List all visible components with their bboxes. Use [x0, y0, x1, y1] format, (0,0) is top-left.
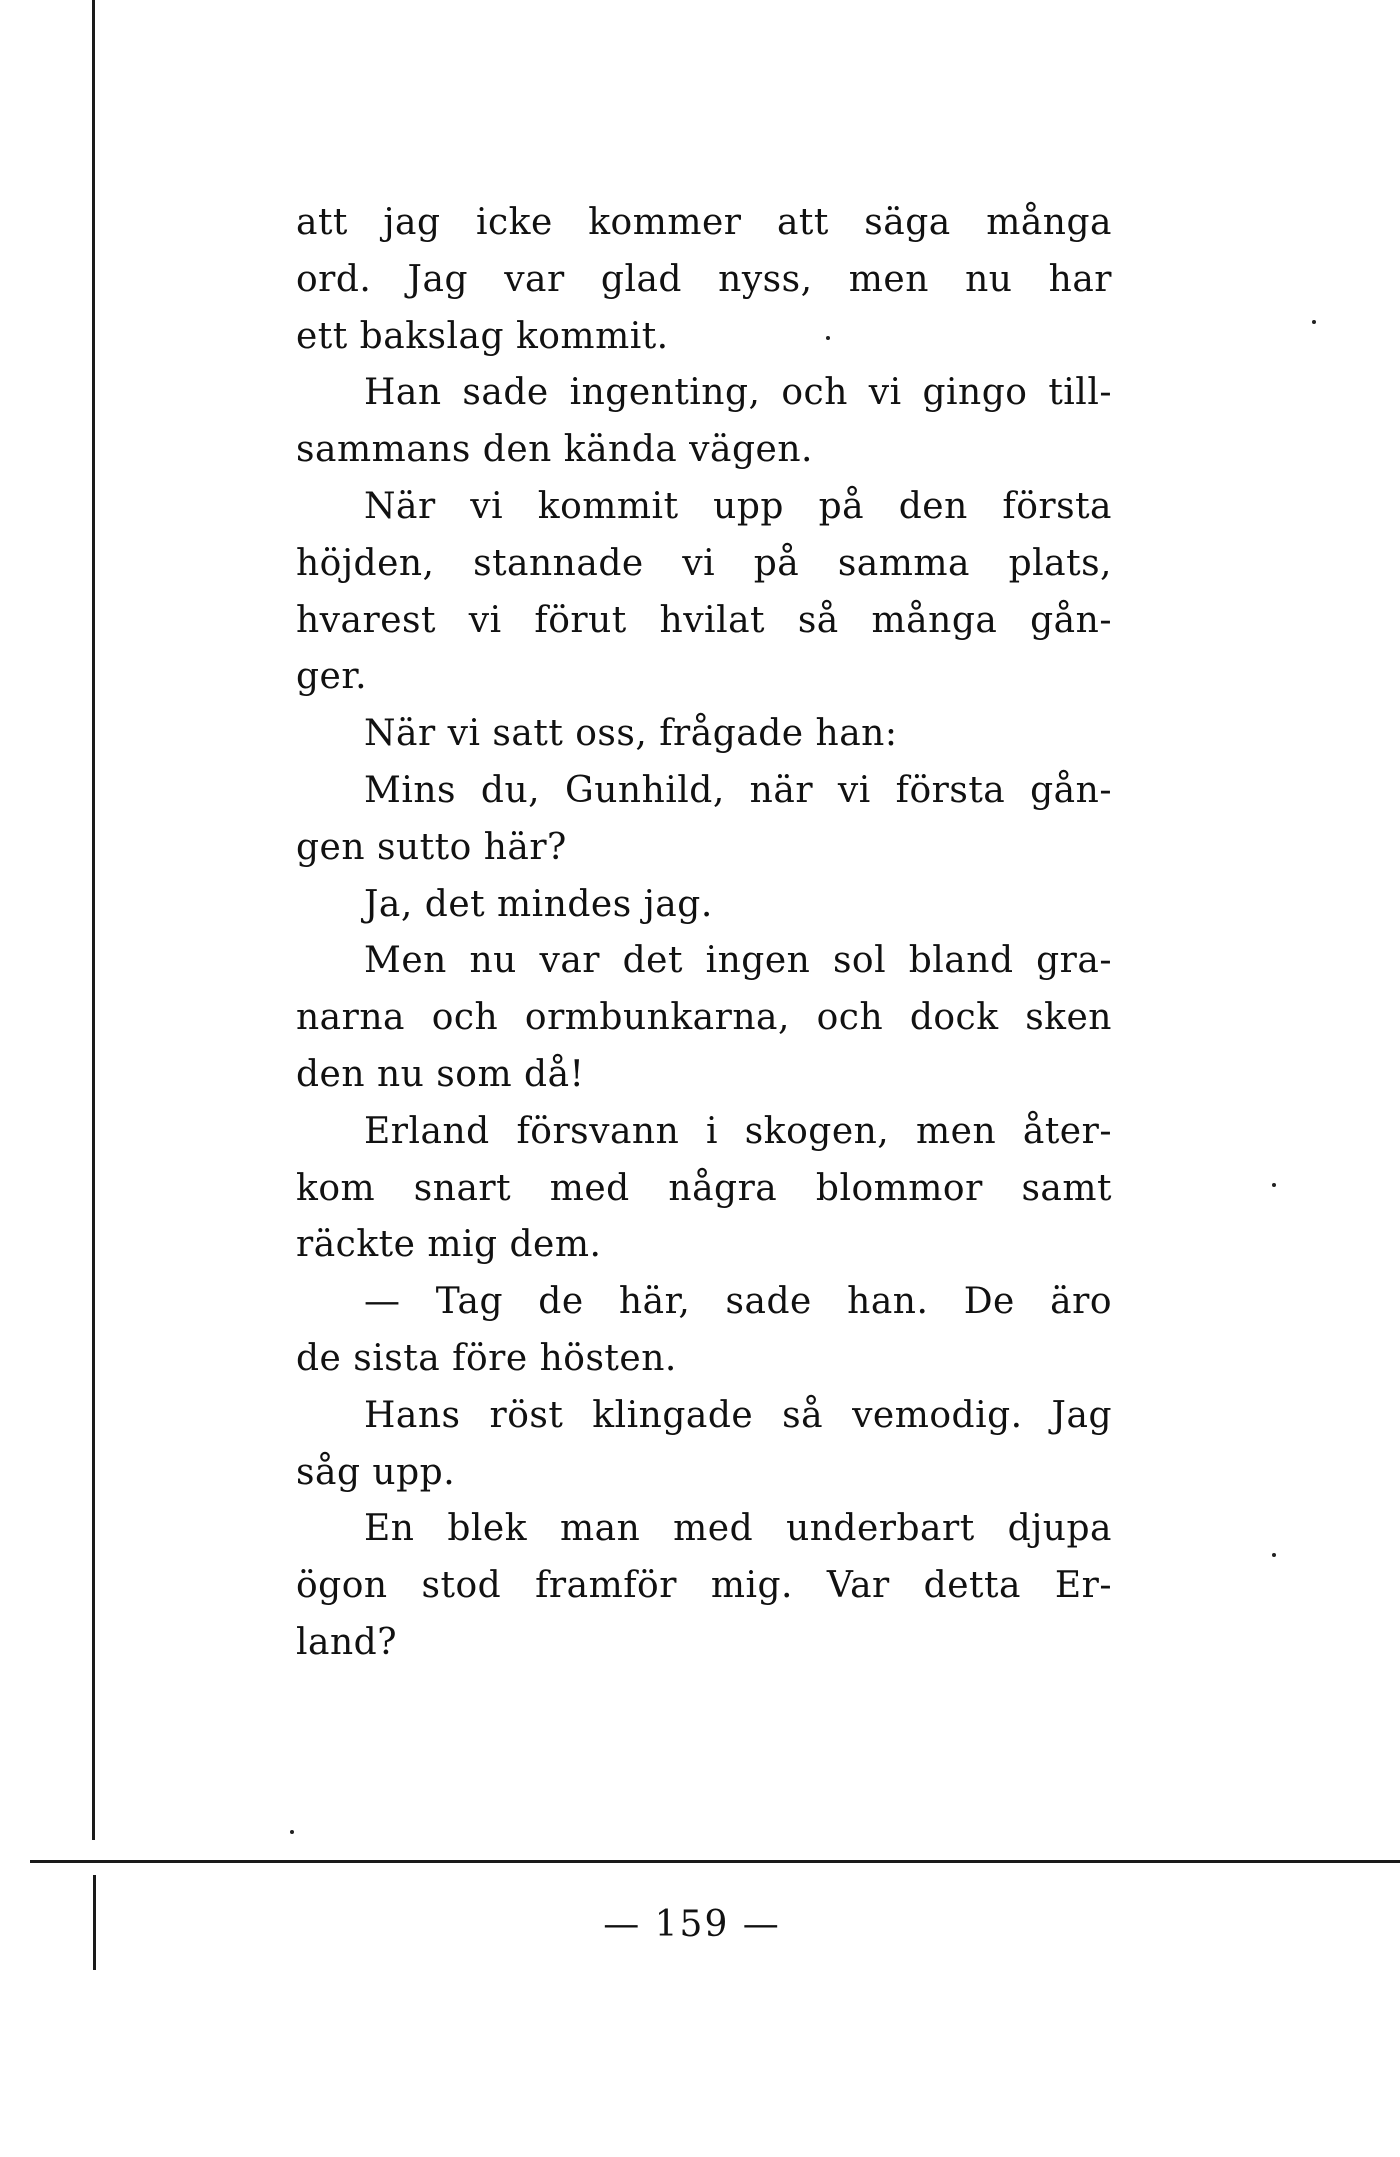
text-line: kom snart med några blommor samt [296, 1167, 1112, 1209]
text-line: narna och ormbunkarna, och dock sken [296, 997, 1112, 1039]
text-line: När vi kommit upp på den första [364, 485, 1112, 527]
text-line: — Tag de här, sade han. De äro [364, 1281, 1112, 1323]
text-line: Ja, det mindes jag. [364, 883, 713, 925]
text-line: Hans röst klingade så vemodig. Jag [364, 1394, 1112, 1436]
text-line: höjden, stannade vi på samma plats, [296, 542, 1112, 584]
text-line: den nu som då! [296, 1053, 585, 1095]
text-line: de sista före hösten. [296, 1337, 677, 1379]
scan-speck [1312, 320, 1316, 324]
body-text [296, 195, 1112, 1672]
scan-speck [290, 1830, 294, 1834]
text-line: Mins du, Gunhild, när vi första gån- [364, 769, 1112, 811]
text-line: ger. [296, 656, 368, 698]
scan-border-bottom [30, 1860, 1400, 1863]
text-line: land? [296, 1621, 398, 1663]
text-line: En blek man med underbart djupa [364, 1508, 1112, 1550]
text-line: Men nu var det ingen sol bland gra- [364, 940, 1112, 982]
page-number-text: — 159 — [603, 1904, 781, 1945]
text-line: hvarest vi förut hvilat så många gån- [296, 599, 1112, 641]
text-line: Erland försvann i skogen, men åter- [364, 1110, 1112, 1152]
scan-speck [1272, 1553, 1276, 1557]
text-line: sammans den kända vägen. [296, 429, 813, 471]
text-line: gen sutto här? [296, 826, 567, 868]
text-line: att jag icke kommer att säga många [296, 202, 1112, 243]
text-line: såg upp. [296, 1451, 456, 1493]
text-line: När vi satt oss, frågade han: [364, 713, 898, 755]
text-line: räckte mig dem. [296, 1224, 602, 1266]
text-line: ett bakslag kommit. [296, 315, 669, 357]
text-line: ögon stod framför mig. Var detta Er- [296, 1565, 1112, 1607]
scan-speck [1272, 1183, 1276, 1187]
page-number [0, 1904, 1400, 1945]
text-line: ord. Jag var glad nyss, men nu har [296, 258, 1112, 300]
text-line: Han sade ingenting, och vi gingo till- [364, 372, 1112, 414]
scan-border-left [92, 0, 95, 1840]
